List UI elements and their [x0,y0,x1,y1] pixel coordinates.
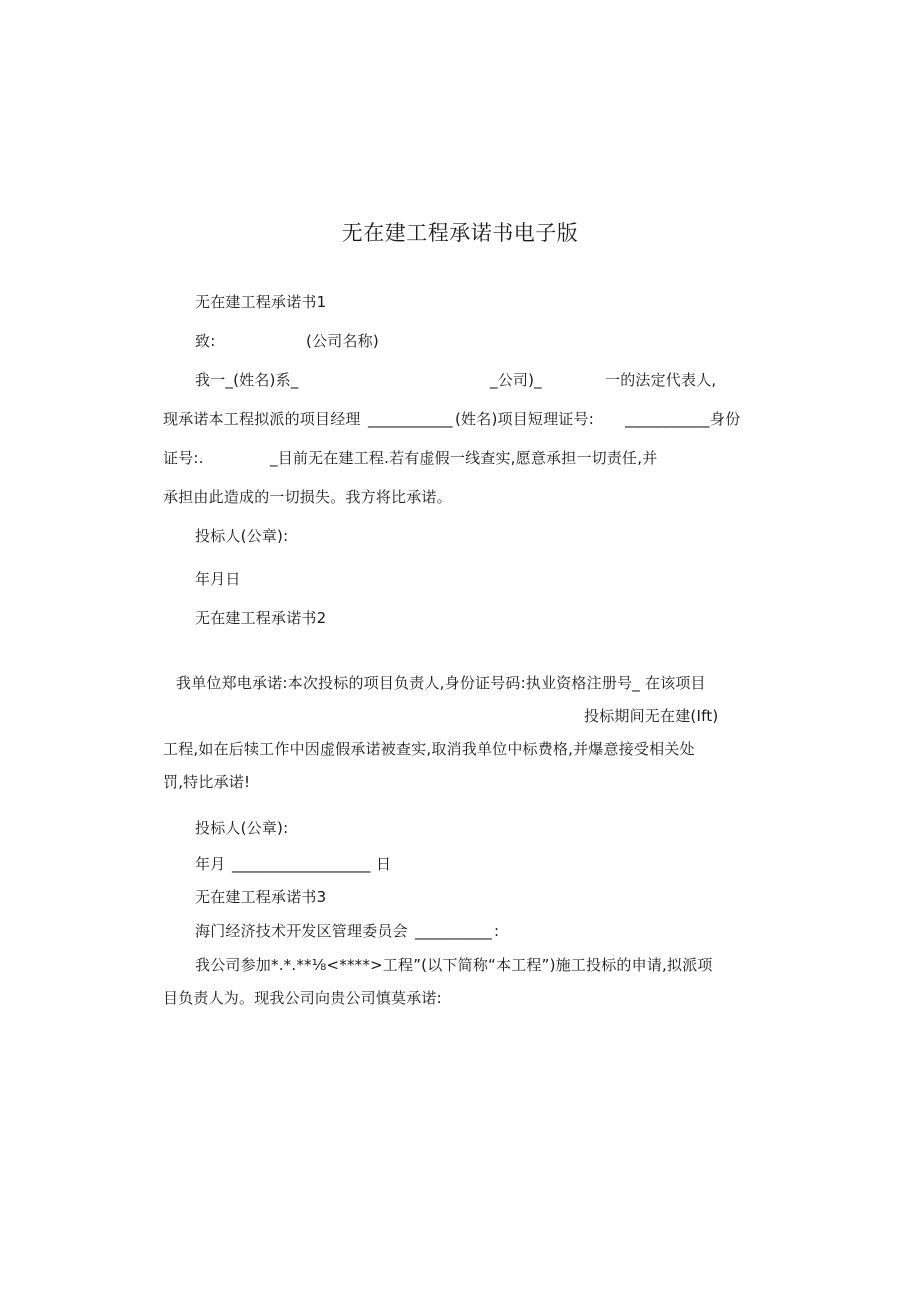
section2-date-a: 年月 [195,855,226,873]
section1-p3-b: _目前无在建工程.若有虚假一线查实,愿意承担一切责任,并 [270,449,658,467]
section1-to-company: (公司名称) [306,332,379,350]
section3-p2: 目负责人为。现我公司向贵公司慎莫承诺: [163,989,442,1007]
section3-addressee-colon: : [494,922,500,940]
section1-p1-c: 一的法定代表人, [605,371,717,389]
section1-to-label: 致: [195,332,216,350]
section2-p3: 工程,如在后犊工作中因虚假承诺被查实,取消我单位中标费格,并爆意接受相关处 [163,740,695,758]
section2-p2: 投标期间无在建(Ift) [584,707,719,725]
section1-p3-a: 证号:. [163,449,204,467]
section2-p1: 我单位郑电承诺:本次投标的项目负责人,身份证号码:执业资格注册号_ 在该项目 [176,674,706,692]
section1-p4: 承担由此造成的一切损失。我方将比承诺。 [163,488,452,506]
section2-p4: 罚,特比承诺! [163,773,251,791]
section1-date: 年月日 [195,570,241,588]
section3-heading: 无在建工程承诺书3 [195,888,327,906]
section1-heading: 无在建工程承诺书1 [195,293,327,311]
section1-p2-blank2: ___________ [625,410,710,428]
section1-p1-a: 我一_(姓名)系_ [195,371,299,389]
section3-addressee-blank: __________ [415,922,492,940]
section1-p2-a: 现承诺本工程拟派的项目经理 [163,410,361,428]
section2-date-blank: __________________ [232,855,371,873]
section3-addressee: 海门经济技术开发区管理委员会 [195,922,408,940]
section3-p1: 我公司参加*.*.**⅛<****>工程”(以下简称“本工程”)施工投标的申请,拟派项 [195,956,713,974]
section1-p2-b: (姓名)项目短理证号: [455,410,594,428]
section2-heading: 无在建工程承诺书2 [195,609,327,627]
section1-p2-c: 身份 [710,410,741,428]
section1-p1-b: _公司)_ [490,371,542,389]
section1-p2-blank1: ___________ [368,410,453,428]
section1-signer: 投标人(公章): [195,527,289,545]
section2-signer: 投标人(公章): [195,819,289,837]
section2-date-b: 日 [376,855,392,873]
document-title: 无在建工程承诺书电子版 [341,221,579,245]
